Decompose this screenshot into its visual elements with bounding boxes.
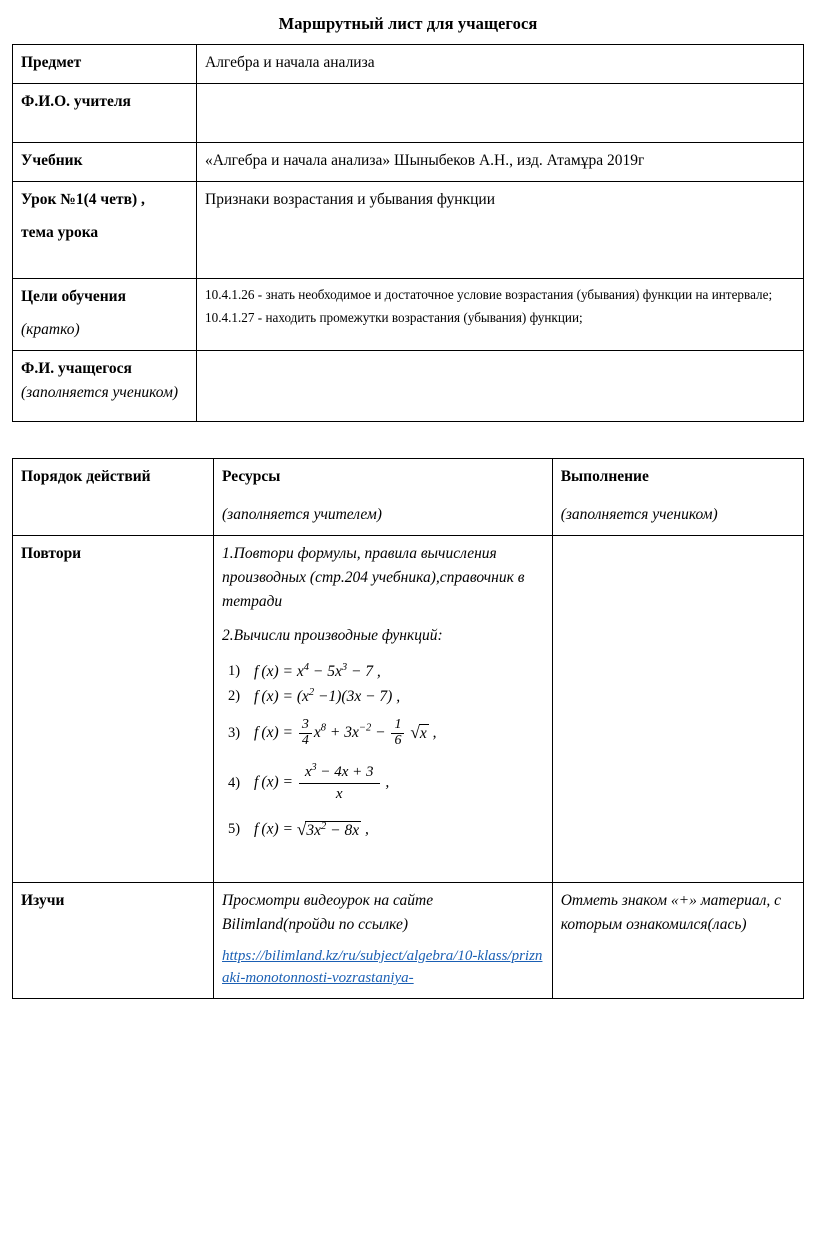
info-label-teacher: Ф.И.О. учителя: [13, 84, 197, 143]
step-study-label: Изучи: [21, 891, 65, 909]
item-number: 3): [228, 724, 241, 741]
info-label-student: [13, 351, 197, 422]
header-order: [13, 459, 214, 535]
table-row: [13, 182, 804, 279]
page-title: Маршрутный лист для учащегося: [278, 14, 538, 33]
list-item: [228, 820, 544, 840]
info-value-teacher[interactable]: [197, 84, 804, 143]
formula-5: f $(x) = √3x^2 - 8x$ ,: [254, 819, 369, 839]
header-done-note: (заполняется учеником): [560, 505, 718, 523]
info-value-lesson: Признаки возрастания и убывания функции: [197, 182, 804, 279]
info-label-lesson-line1: Урок №1(4 четв) ,: [21, 191, 145, 209]
info-table: [12, 44, 804, 422]
info-label-subject: Предмет: [13, 45, 197, 84]
info-label-goals-line1: Цели обучения: [21, 288, 126, 306]
done-study-text: Отметь знаком «+» материал, с которым ознакомился(лась): [560, 891, 782, 933]
done-study[interactable]: [552, 882, 803, 998]
step-repeat-label: Повтори: [21, 544, 82, 562]
bilimland-link[interactable]: https://bilimland.kz/ru/subject/algebra/10-klass/priznaki-monotonnosti-vozrastaniya-: [222, 947, 543, 987]
table-row: [13, 882, 804, 998]
formula-1: f $(x) = x^4 - 5x^3 - 7$ ,: [254, 661, 381, 680]
formula-3: f (x) = $\frac{3}{4}$ $x^8 + 3x^{-2}$ − $\frac{1}{6}$ √x ,: [254, 716, 437, 748]
info-label-student-line1: Ф.И. учащегося: [21, 360, 132, 378]
goal-2: 10.4.1.27 - находить промежутки возрастания (убывания) функции;: [205, 310, 583, 326]
info-label-goals-line2: (кратко): [21, 321, 80, 339]
info-label-lesson: [13, 182, 197, 279]
table-row: [13, 535, 804, 882]
resources-study: [214, 882, 553, 998]
item-number: 2): [228, 687, 241, 704]
info-value-student[interactable]: [197, 351, 804, 422]
table-row: [13, 84, 804, 143]
done-repeat[interactable]: [552, 535, 803, 882]
table-header-row: [13, 459, 804, 535]
info-value-textbook: «Алгебра и начала анализа» Шыныбеков А.Н., изд. Атамұра 2019г: [197, 143, 804, 182]
resources-repeat: [214, 535, 553, 882]
repeat-task: 2.Вычисли производные функций:: [222, 626, 443, 644]
header-resources-note: (заполняется учителем): [222, 505, 382, 523]
header-done: [552, 459, 803, 535]
info-label-lesson-line2: тема урока: [21, 224, 99, 242]
info-value-subject: Алгебра и начала анализа: [197, 45, 804, 84]
info-label-textbook: Учебник: [13, 143, 197, 182]
list-item: [228, 718, 544, 748]
step-study: [13, 882, 214, 998]
work-table: [12, 458, 804, 999]
formula-4: f (x) = $\frac{x^3 - 4x + 3}{x}$ ,: [254, 762, 390, 803]
header-done-label: Выполнение: [560, 468, 649, 486]
table-row: [13, 143, 804, 182]
header-resources: [214, 459, 553, 535]
table-row: [13, 45, 804, 84]
table-row: [13, 279, 804, 351]
goal-1: 10.4.1.26 - знать необходимое и достаточное условие возрастания (убывания) функции на интервале;: [205, 287, 773, 303]
list-item: [228, 662, 544, 681]
header-order-label: Порядок действий: [21, 468, 151, 486]
repeat-instruction: 1.Повтори формулы, правила вычисления производных (стр.204 учебника),справочник в тетради: [222, 544, 525, 610]
table-row: [13, 351, 804, 422]
table-spacer: [12, 422, 804, 458]
info-label-goals: [13, 279, 197, 351]
item-number: 1): [228, 662, 241, 679]
step-repeat: [13, 535, 214, 882]
item-number: 5): [228, 821, 241, 838]
header-resources-label: Ресурсы: [222, 468, 281, 486]
list-item: [228, 687, 544, 706]
info-label-student-line2: (заполняется учеником): [21, 383, 179, 401]
item-number: 4): [228, 774, 241, 791]
study-instruction: Просмотри видеоурок на сайте Bilimland(пройди по ссылке): [222, 891, 434, 933]
list-item: [228, 762, 544, 804]
info-value-goals: [197, 279, 804, 351]
formula-2: f $(x) = (x^2 -1)(3x - 7)$ ,: [254, 686, 401, 705]
